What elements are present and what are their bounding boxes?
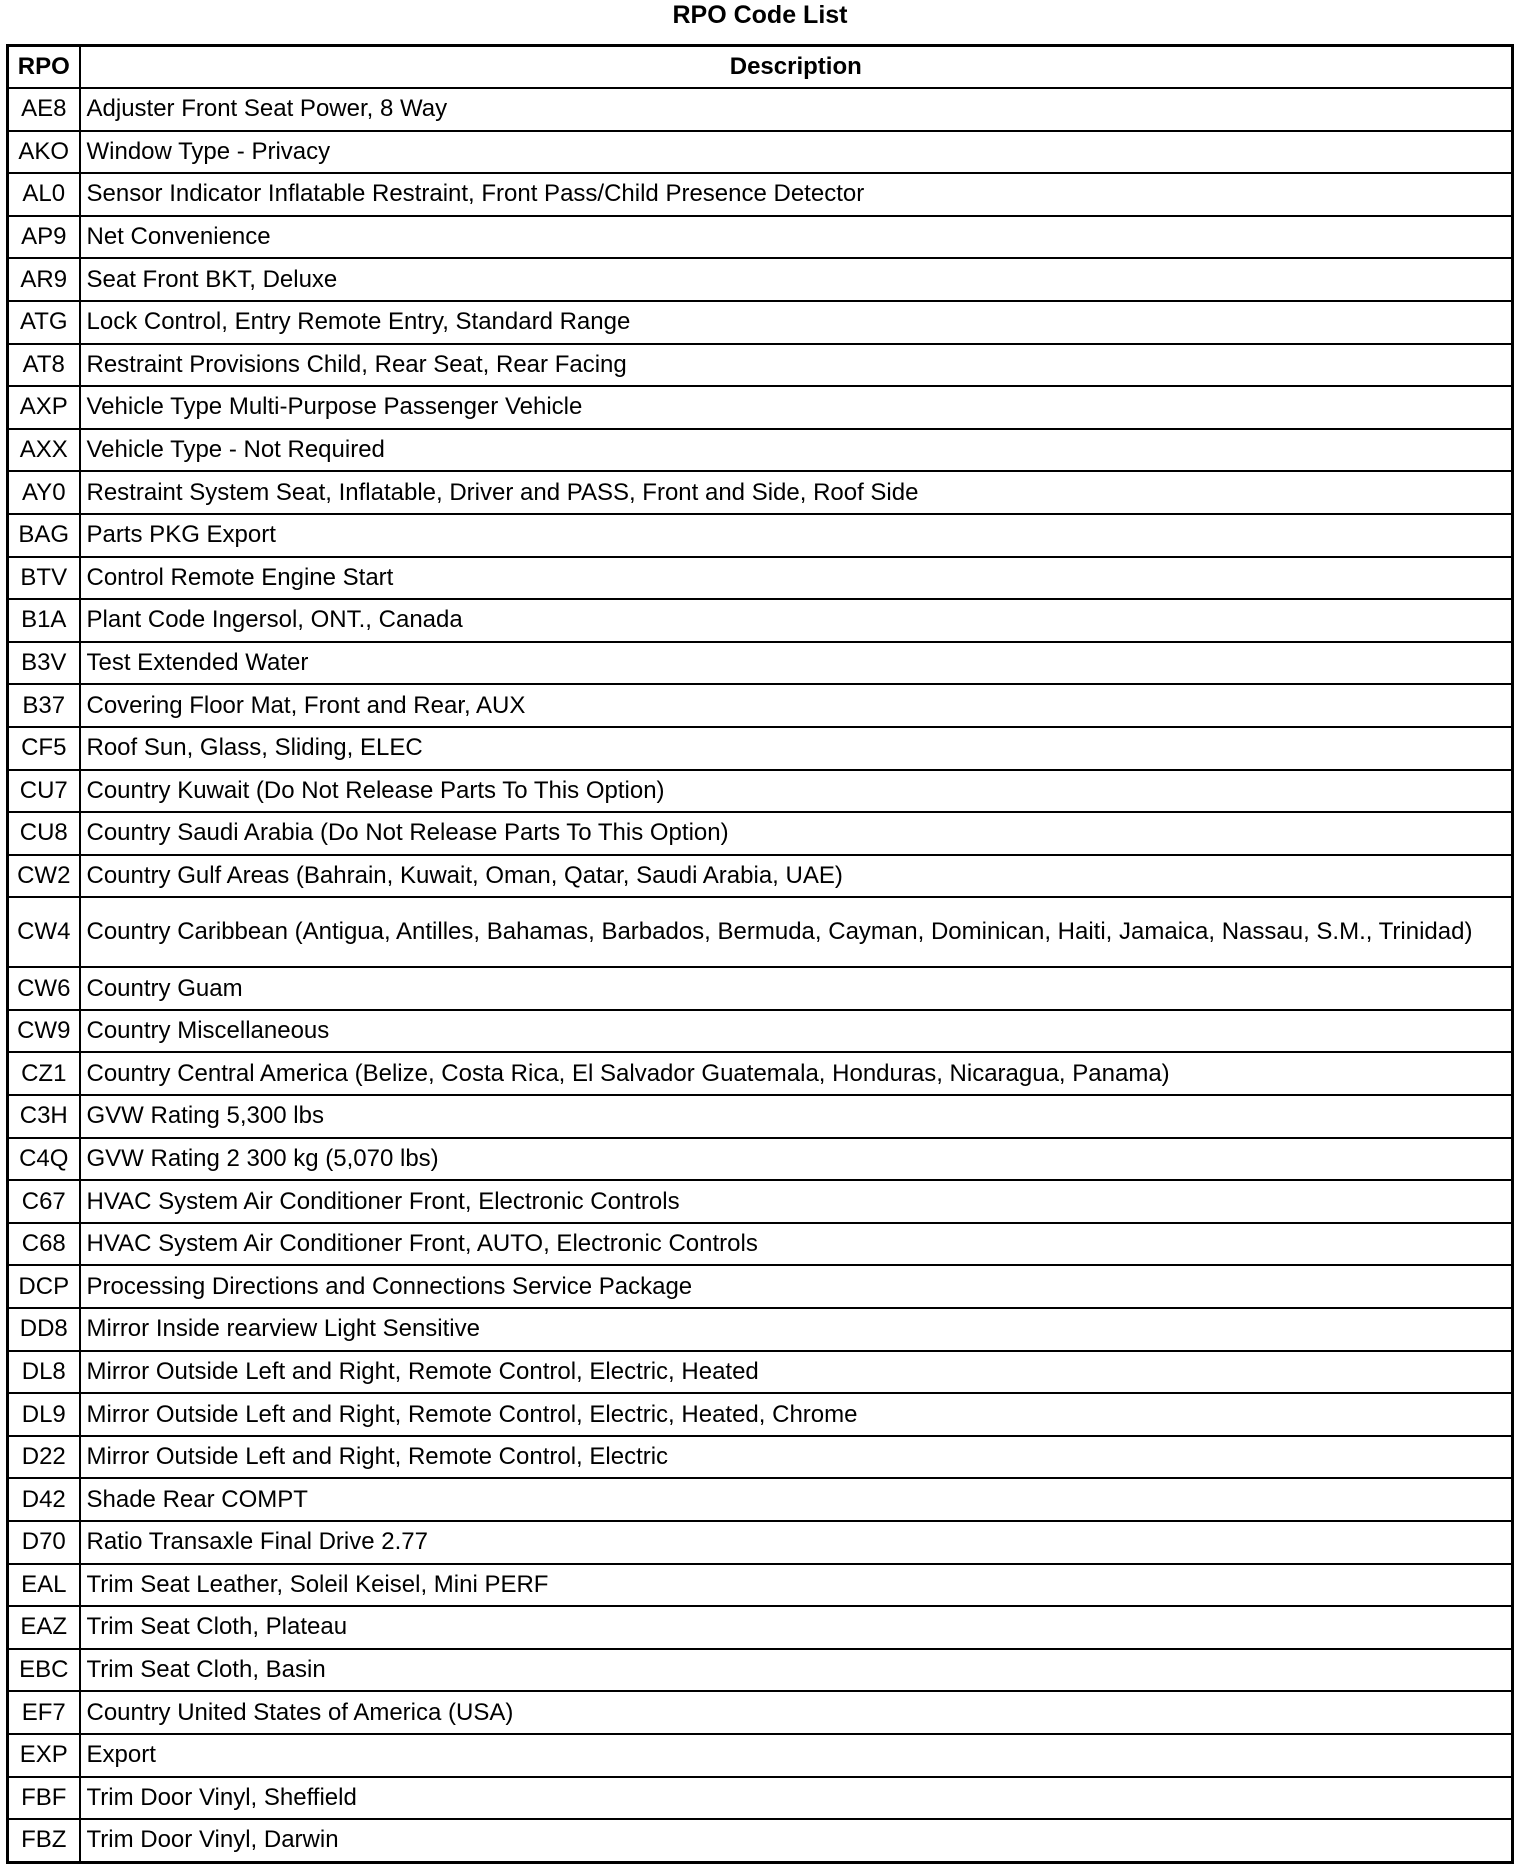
description-cell: Country Kuwait (Do Not Release Parts To This Option)	[80, 770, 1513, 813]
rpo-code-cell: EF7	[8, 1691, 80, 1734]
rpo-code-cell: CU8	[8, 812, 80, 855]
table-row	[8, 429, 1513, 472]
rpo-code-cell: AE8	[8, 88, 80, 131]
description-cell: Lock Control, Entry Remote Entry, Standard Range	[80, 301, 1513, 344]
description-cell: Mirror Outside Left and Right, Remote Control, Electric, Heated, Chrome	[80, 1393, 1513, 1436]
description-cell: Vehicle Type Multi-Purpose Passenger Vehicle	[80, 386, 1513, 429]
table-row	[8, 1223, 1513, 1266]
description-cell: Country Caribbean (Antigua, Antilles, Bahamas, Barbados, Bermuda, Cayman, Dominican, Haiti, Jamaica, Nassau, S.M., Trinidad)	[80, 897, 1513, 967]
table-row	[8, 1649, 1513, 1692]
rpo-code-cell: B1A	[8, 599, 80, 642]
description-cell: Trim Seat Cloth, Basin	[80, 1649, 1513, 1692]
table-row	[8, 1478, 1513, 1521]
rpo-code-cell: C3H	[8, 1095, 80, 1138]
description-cell: Vehicle Type - Not Required	[80, 429, 1513, 472]
table-row	[8, 1138, 1513, 1181]
table-row	[8, 1052, 1513, 1095]
table-row	[8, 812, 1513, 855]
description-cell: GVW Rating 2 300 kg (5,070 lbs)	[80, 1138, 1513, 1181]
rpo-code-cell: DD8	[8, 1308, 80, 1351]
rpo-code-cell: D42	[8, 1478, 80, 1521]
table-row	[8, 1606, 1513, 1649]
description-cell: Covering Floor Mat, Front and Rear, AUX	[80, 684, 1513, 727]
description-cell: Country Miscellaneous	[80, 1010, 1513, 1053]
rpo-code-cell: AXX	[8, 429, 80, 472]
table-row	[8, 1351, 1513, 1394]
rpo-code-cell: D22	[8, 1436, 80, 1479]
header-rpo: RPO	[8, 46, 80, 89]
rpo-code-cell: EAL	[8, 1564, 80, 1607]
rpo-code-cell: B37	[8, 684, 80, 727]
table-row	[8, 1436, 1513, 1479]
rpo-code-cell: CW2	[8, 855, 80, 898]
description-cell: HVAC System Air Conditioner Front, Electronic Controls	[80, 1180, 1513, 1223]
rpo-code-cell: CW4	[8, 897, 80, 967]
rpo-code-cell: FBZ	[8, 1819, 80, 1862]
rpo-code-cell: EBC	[8, 1649, 80, 1692]
rpo-code-cell: AT8	[8, 344, 80, 387]
rpo-code-table	[6, 44, 1514, 1864]
table-row	[8, 131, 1513, 174]
table-row	[8, 1691, 1513, 1734]
rpo-code-cell: C67	[8, 1180, 80, 1223]
description-cell: Net Convenience	[80, 216, 1513, 259]
description-cell: Restraint System Seat, Inflatable, Driver and PASS, Front and Side, Roof Side	[80, 471, 1513, 514]
table-row	[8, 173, 1513, 216]
description-cell: Shade Rear COMPT	[80, 1478, 1513, 1521]
rpo-code-cell: AKO	[8, 131, 80, 174]
description-cell: Trim Seat Cloth, Plateau	[80, 1606, 1513, 1649]
description-cell: Ratio Transaxle Final Drive 2.77	[80, 1521, 1513, 1564]
table-row	[8, 386, 1513, 429]
description-cell: Country Saudi Arabia (Do Not Release Parts To This Option)	[80, 812, 1513, 855]
rpo-code-cell: CW9	[8, 1010, 80, 1053]
table-row	[8, 1265, 1513, 1308]
table-row	[8, 88, 1513, 131]
table-row	[8, 599, 1513, 642]
table-row	[8, 1308, 1513, 1351]
table-row	[8, 855, 1513, 898]
rpo-code-cell: DL8	[8, 1351, 80, 1394]
description-cell: Adjuster Front Seat Power, 8 Way	[80, 88, 1513, 131]
table-row	[8, 471, 1513, 514]
description-cell: Roof Sun, Glass, Sliding, ELEC	[80, 727, 1513, 770]
table-row	[8, 1564, 1513, 1607]
rpo-code-cell: BAG	[8, 514, 80, 557]
description-cell: Mirror Outside Left and Right, Remote Control, Electric	[80, 1436, 1513, 1479]
rpo-code-cell: BTV	[8, 557, 80, 600]
rpo-code-cell: CW6	[8, 967, 80, 1010]
description-cell: Country United States of America (USA)	[80, 1691, 1513, 1734]
table-row	[8, 301, 1513, 344]
table-row	[8, 642, 1513, 685]
description-cell: Window Type - Privacy	[80, 131, 1513, 174]
table-row	[8, 1095, 1513, 1138]
description-cell: Country Guam	[80, 967, 1513, 1010]
description-cell: Country Gulf Areas (Bahrain, Kuwait, Oman, Qatar, Saudi Arabia, UAE)	[80, 855, 1513, 898]
description-cell: Sensor Indicator Inflatable Restraint, Front Pass/Child Presence Detector	[80, 173, 1513, 216]
description-cell: Trim Door Vinyl, Darwin	[80, 1819, 1513, 1862]
table-header-row	[8, 46, 1513, 89]
rpo-code-cell: EXP	[8, 1734, 80, 1777]
rpo-code-cell: AXP	[8, 386, 80, 429]
rpo-code-cell: DL9	[8, 1393, 80, 1436]
rpo-code-cell: CF5	[8, 727, 80, 770]
description-cell: GVW Rating 5,300 lbs	[80, 1095, 1513, 1138]
description-cell: HVAC System Air Conditioner Front, AUTO, Electronic Controls	[80, 1223, 1513, 1266]
rpo-code-cell: EAZ	[8, 1606, 80, 1649]
description-cell: Parts PKG Export	[80, 514, 1513, 557]
table-row	[8, 1819, 1513, 1862]
description-cell: Export	[80, 1734, 1513, 1777]
rpo-code-cell: C4Q	[8, 1138, 80, 1181]
table-row	[8, 1777, 1513, 1820]
description-cell: Country Central America (Belize, Costa Rica, El Salvador Guatemala, Honduras, Nicaragua, Panama)	[80, 1052, 1513, 1095]
rpo-code-cell: AP9	[8, 216, 80, 259]
description-cell: Plant Code Ingersol, ONT., Canada	[80, 599, 1513, 642]
table-row	[8, 684, 1513, 727]
rpo-code-cell: D70	[8, 1521, 80, 1564]
description-cell: Restraint Provisions Child, Rear Seat, Rear Facing	[80, 344, 1513, 387]
page-title: RPO Code List	[672, 1, 848, 29]
table-row	[8, 1734, 1513, 1777]
table-row	[8, 770, 1513, 813]
rpo-code-cell: FBF	[8, 1777, 80, 1820]
table-row	[8, 897, 1513, 967]
rpo-code-cell: CU7	[8, 770, 80, 813]
description-cell: Test Extended Water	[80, 642, 1513, 685]
table-row	[8, 1521, 1513, 1564]
description-cell: Control Remote Engine Start	[80, 557, 1513, 600]
rpo-code-cell: CZ1	[8, 1052, 80, 1095]
description-cell: Trim Seat Leather, Soleil Keisel, Mini PERF	[80, 1564, 1513, 1607]
table-row	[8, 727, 1513, 770]
table-row	[8, 557, 1513, 600]
rpo-code-cell: DCP	[8, 1265, 80, 1308]
table-row	[8, 1180, 1513, 1223]
description-cell: Seat Front BKT, Deluxe	[80, 258, 1513, 301]
table-row	[8, 258, 1513, 301]
description-cell: Processing Directions and Connections Service Package	[80, 1265, 1513, 1308]
rpo-code-cell: AY0	[8, 471, 80, 514]
description-cell: Mirror Outside Left and Right, Remote Control, Electric, Heated	[80, 1351, 1513, 1394]
table-row	[8, 1010, 1513, 1053]
rpo-code-cell: AL0	[8, 173, 80, 216]
table-row	[8, 216, 1513, 259]
description-cell: Mirror Inside rearview Light Sensitive	[80, 1308, 1513, 1351]
header-description: Description	[80, 46, 1513, 89]
rpo-code-cell: AR9	[8, 258, 80, 301]
table-row	[8, 1393, 1513, 1436]
rpo-code-cell: B3V	[8, 642, 80, 685]
rpo-code-cell: C68	[8, 1223, 80, 1266]
description-cell: Trim Door Vinyl, Sheffield	[80, 1777, 1513, 1820]
table-row	[8, 514, 1513, 557]
table-row	[8, 967, 1513, 1010]
rpo-code-cell: ATG	[8, 301, 80, 344]
table-row	[8, 344, 1513, 387]
